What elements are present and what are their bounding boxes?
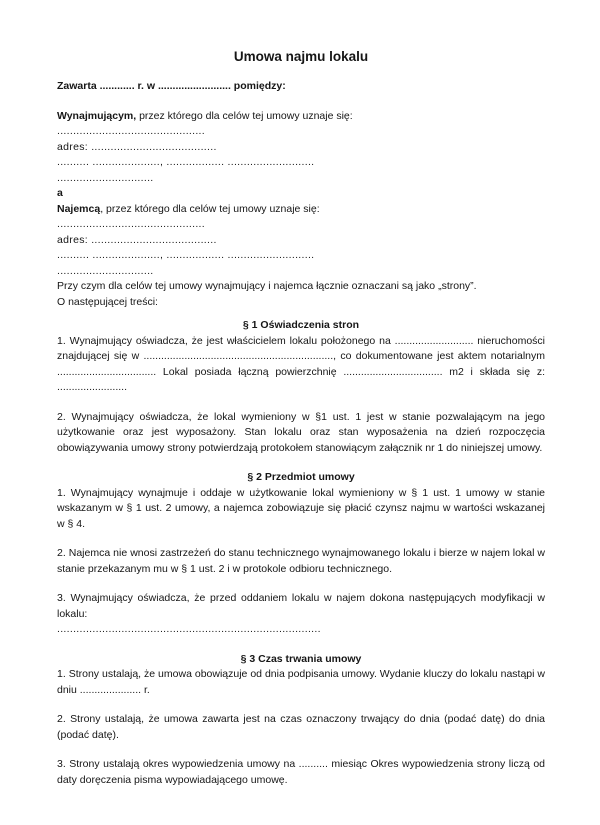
- opening-line: Zawarta ............ r. w ......................... pomiędzy:: [57, 80, 286, 92]
- landlord-address-fill-line: adres: .......................................: [57, 140, 217, 153]
- tenant-id-fill-line: .......... ....................., .................. ...........................: [57, 249, 315, 261]
- section-1-heading: § 1 Oświadczenia stron: [242, 319, 360, 331]
- tenant-address-fill-line: adres: .......................................: [57, 233, 217, 246]
- tenant-name-fill-line: ..............................................: [57, 218, 205, 230]
- section-2-paragraph-1: 1. Wynajmujący wynajmuje i oddaje w użytkowanie lokal wymieniony w § 1 ust. 1 umowy w stanie wskazanym w § 1 ust. 2 umowy, a najemca zobowiązuje się płacić czynsz najmu w wartości wskazanej w § 4.: [57, 486, 545, 530]
- section-3-paragraph-3: 3. Strony ustalają okres wypowiedzenia umowy na .......... miesiąc Okres wypowiedzenia strony liczą od daty doręczenia pisma wypowiadającego umowę.: [57, 758, 545, 786]
- tenant-intro-rest: , przez którego dla celów tej umowy uznaje się:: [100, 202, 320, 215]
- tenant-term: Najemcą: [57, 202, 101, 215]
- landlord-id-fill-line: .......... ....................., .................. ...........................: [57, 156, 315, 168]
- section-3-paragraph-2: 2. Strony ustalają, że umowa zawarta jest na czas oznaczony trwający do dnia (podać datę) do dnia (podać datę).: [57, 713, 545, 741]
- landlord-term: Wynajmującym,: [57, 109, 137, 122]
- section-3-heading: § 3 Czas trwania umowy: [240, 652, 362, 665]
- landlord-intro-line: [57, 109, 545, 125]
- landlord-name-fill-line: ..............................................: [57, 125, 205, 137]
- section-1-paragraph-1: 1. Wynajmujący oświadcza, że jest właścicielem lokalu położonego na ........................... nieruchomości znajdującej się w ................................................................., co dokumentowane jest aktem notarialnym .................................. Lokal posiada łączną powierzchnię .................................. m2 i składa się z: ........................: [57, 334, 545, 393]
- landlord-extra-fill-line: ..............................: [57, 171, 154, 184]
- section-2-paragraph-2: 2. Najemca nie wnosi zastrzeżeń do stanu technicznego wynajmowanego lokalu i bierze w najem lokal w stanie przekazanym mu w § 1 ust. 2 i w protokole odbioru technicznego.: [57, 547, 545, 575]
- tenant-extra-fill-line: ..............................: [57, 264, 154, 277]
- conjunction: a: [57, 187, 63, 199]
- section-1-paragraph-2: 2. Wynajmujący oświadcza, że lokal wymieniony w §1 ust. 1 jest w stanie pozwalającym na jego użytkowanie oraz jest wyposażony. Stan lokalu oraz stan wyposażenia na dzień rozpoczęcia obowiązywania umowy strony potwierdzają protokołem stanowiącym załącznik nr 1 do niniejszej umowy.: [57, 410, 545, 454]
- section-2-paragraph-3: 3. Wynajmujący oświadcza, że przed oddaniem lokalu w najem dokona następujących modyfikacji w lokalu:: [57, 592, 545, 620]
- content-intro: O następującej treści:: [57, 295, 158, 308]
- tenant-intro-line: [57, 202, 545, 218]
- section-2-heading: § 2 Przedmiot umowy: [247, 471, 355, 483]
- document-title: Umowa najmu lokalu: [233, 49, 369, 64]
- section-2-modifications-fill-line: ..................................................................................: [57, 623, 321, 635]
- section-3-paragraph-1: 1. Strony ustalają, że umowa obowiązuje od dnia podpisania umowy. Wydanie kluczy do lokalu nastąpi w dniu ..................... r.: [57, 668, 545, 696]
- parties-note: Przy czym dla celów tej umowy wynajmujący i najemca łącznie oznaczani są jako „strony”.: [57, 280, 477, 292]
- landlord-intro-rest: przez którego dla celów tej umowy uznaje się:: [136, 109, 353, 122]
